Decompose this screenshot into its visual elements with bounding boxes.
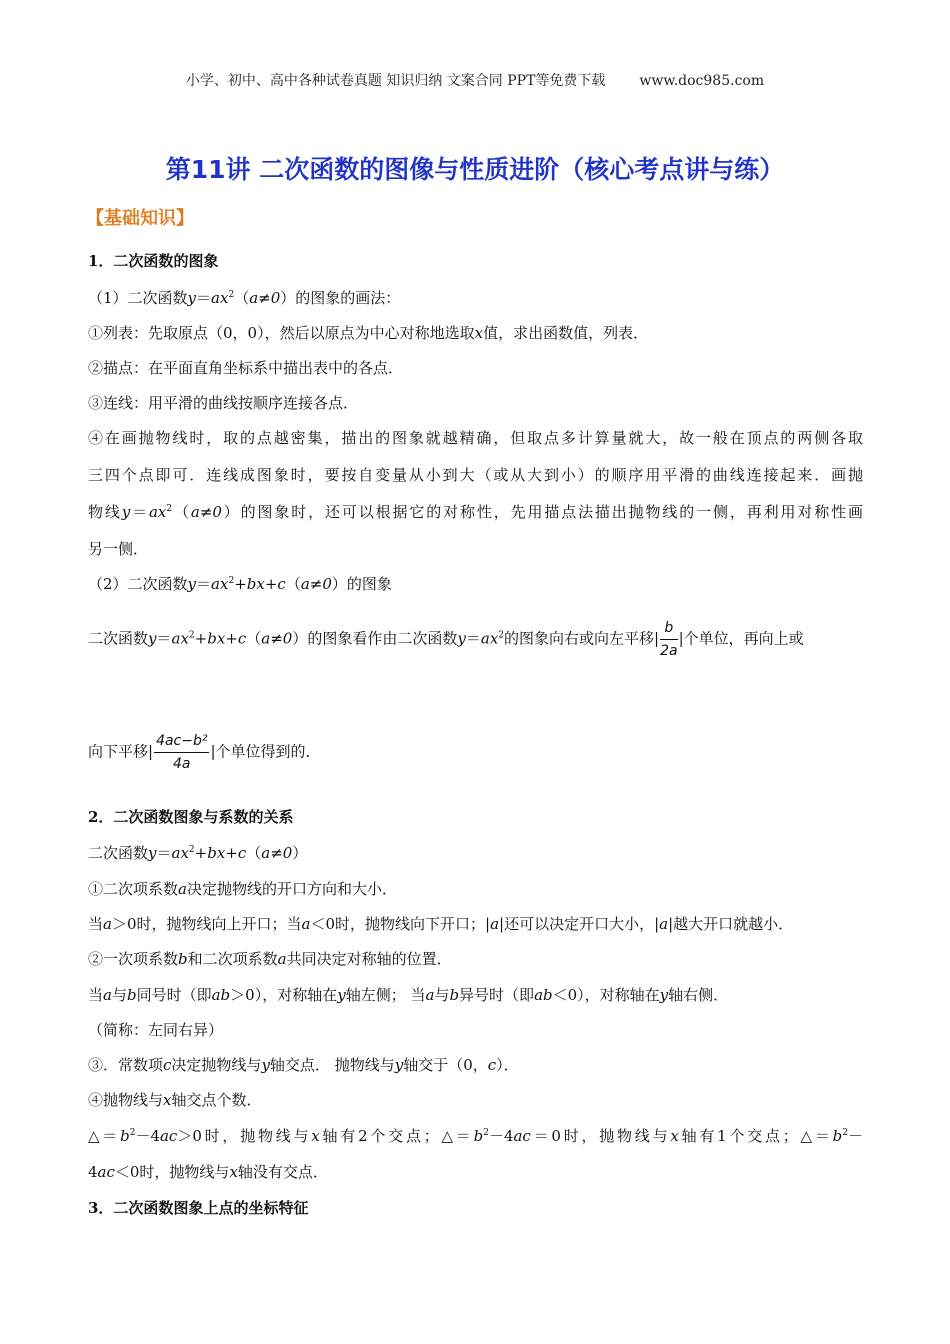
section-1-heading: 1．二次函数的图象 [88, 252, 219, 270]
header-text: 小学、初中、高中各种试卷真题 知识归纳 文案合同 PPT等免费下载 [185, 73, 606, 89]
s1-step-4-line-3: 物线$y=ax^2(a\ne 0)$的图象时，还可以根据它的对称性，先用描点法描出抛物线的一侧，再利用对称性画 [88, 503, 863, 521]
s1-step-1: ①列表：先取原点（0，0），然后以原点为中心对称地选取x值，求出函数值，列表． [88, 324, 649, 342]
s2-item-1: ①二次项系数a决定抛物线的开口方向和大小． [88, 880, 397, 898]
section-3-heading: 3．二次函数图象上点的坐标特征 [88, 1199, 309, 1217]
s2-abbr: （简称：左同右异） [88, 1021, 224, 1039]
s1-step-2: ②描点：在平面直角坐标系中描出表中的各点． [88, 359, 404, 377]
s1-step-4-line-2: 三四个点即可．连线成图象时，要按自变量从小到大（或从大到小）的顺序用平滑的曲线连接起来．画抛 [88, 466, 863, 484]
s1-step-4-line-4: 另一侧． [88, 540, 149, 558]
s1-step-3: ③连线：用平滑的曲线按顺序连接各点． [88, 394, 359, 412]
s1-shift-line: 向下平移| $\frac{\text{4ac−b²}}{4a}$ |个单位得到的． [88, 733, 321, 772]
s2-item-2: ②一次项系数b和二次项系数a共同决定对称轴的位置． [88, 950, 452, 968]
section-2-heading: 2．二次函数图象与系数的关系 [88, 808, 294, 826]
page-title: 第11讲 二次函数的图像与性质进阶（核心考点讲与练） [165, 155, 785, 184]
s1-para-2: （2）二次函数$y=ax^2+bx+c(a\ne 0)$的图象 [88, 575, 392, 593]
section-tag-basics: 【基础知识】 [86, 208, 194, 229]
s2-item-3: ③．常数项c决定抛物线与y轴交点． 抛物线与y轴交于（0，c）． [88, 1056, 519, 1074]
s1-step-4-line-1: ④在画抛物线时，取的点越密集，描出的图象就越精确，但取点多计算量就大，故一般在顶点的两侧各取 [88, 429, 863, 447]
s2-intro: 二次函数$y=ax^2+bx+c(a\ne 0)$ [88, 844, 308, 862]
fraction-b-over-2a: $\frac{b}{2a}$ [660, 620, 678, 659]
s2-item-4: ④抛物线与x轴交点个数． [88, 1091, 262, 1109]
s1-translation-line: 二次函数$y=ax^2+bx+c(a\ne 0)$的图象看作由二次函数$y=ax^2$的图象向右或向左平移| $\frac{b}{2a}$ |个单位，再向上或 [88, 620, 804, 659]
page-header [0, 70, 950, 90]
s2-discriminant-line-1: $\triangle=b^2-4ac>0$时，抛物线与x轴有2个交点；$\triangle=b^2-4ac=0$时，抛物线与x轴有1个交点；$\triangle=b^2-$ [88, 1127, 863, 1145]
fraction-vertex-y: $\frac{\text{4ac−b²}}{4a}$ [156, 733, 208, 772]
header-site-link[interactable]: www.doc985.com [639, 73, 765, 89]
s1-para-1: （1）二次函数$y=ax^2(a\ne 0)$的图象的画法： [88, 289, 401, 307]
s2-discriminant-line-2: 4ac＜0时，抛物线与x轴没有交点． [88, 1163, 328, 1181]
s2-axis-line: 当a与b同号时（即ab＞0），对称轴在y轴左侧； 当a与b异号时（即ab＜0），对称轴在y轴右侧． [88, 986, 729, 1004]
s2-a-sign-line: 当a＞0时，抛物线向上开口；当a＜0时，抛物线向下开口；|a|还可以决定开口大小，|a|越大开口就越小． [88, 915, 794, 933]
